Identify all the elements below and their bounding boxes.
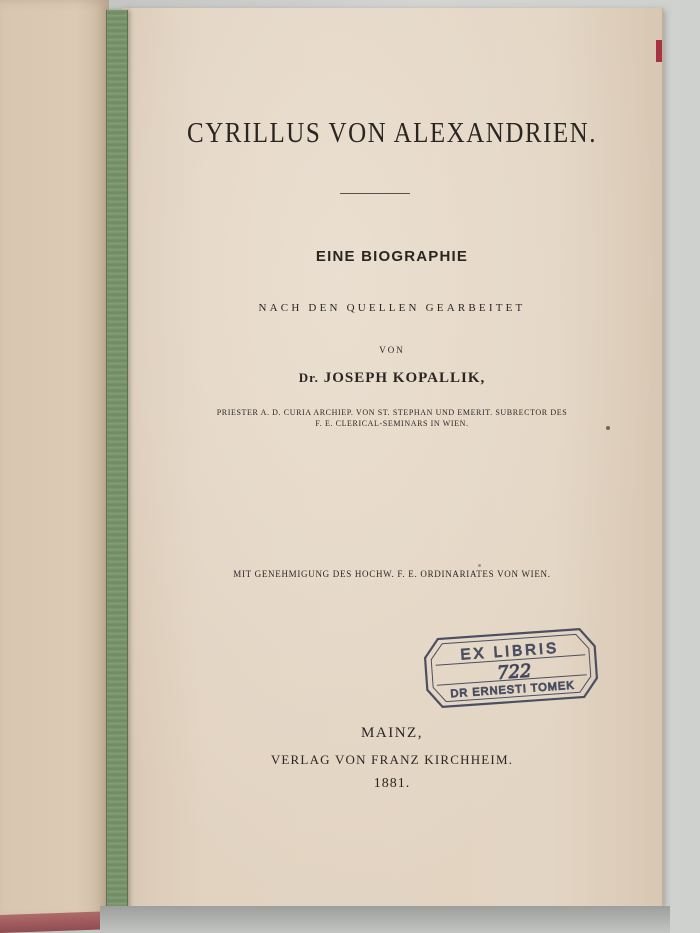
- publication-city: MAINZ,: [361, 725, 423, 741]
- approval-note: MIT GENEHMIGUNG DES HOCHW. F. E. ORDINARIATES VON WIEN.: [233, 569, 551, 579]
- publisher: VERLAG VON FRANZ KIRCHHEIM.: [270, 752, 514, 767]
- subtitle-detail: NACH DEN QUELLEN GEARBEITET: [258, 302, 526, 314]
- paper-speck: [606, 426, 610, 430]
- book-title: CYRILLUS VON ALEXANDRIEN.: [187, 117, 597, 149]
- publication-year: 1881.: [373, 776, 411, 791]
- page-bottom-shadow: [100, 906, 670, 933]
- title-rule: [340, 193, 410, 194]
- stamp-number: 722: [496, 660, 533, 684]
- paper-speck: [478, 564, 481, 567]
- left-page-edge: [0, 911, 112, 933]
- author-line: [122, 370, 662, 387]
- left-page: [0, 0, 109, 920]
- author-name: JOSEPH KOPALLIK,: [323, 370, 486, 386]
- stamp-bottom-text: DR ERNESTI TOMEK: [450, 679, 575, 701]
- title-page: [122, 8, 663, 906]
- book-subtitle: EINE BIOGRAPHIE: [315, 248, 469, 265]
- author-credits-line2: F. E. CLERICAL-SEMINARS IN WIEN.: [315, 419, 469, 428]
- by-line: VON: [379, 345, 405, 355]
- author-credits-line1: PRIESTER A. D. CURIA ARCHIEP. VON ST. STEPHAN UND EMERIT. SUBRECTOR DES: [216, 408, 568, 417]
- author-prefix: Dr.: [298, 370, 319, 385]
- green-ribbon: [106, 10, 128, 910]
- stamp-top-text: EX LIBRIS: [460, 639, 560, 664]
- ex-libris-stamp: [420, 622, 602, 714]
- red-bookmark-tab: [656, 40, 662, 62]
